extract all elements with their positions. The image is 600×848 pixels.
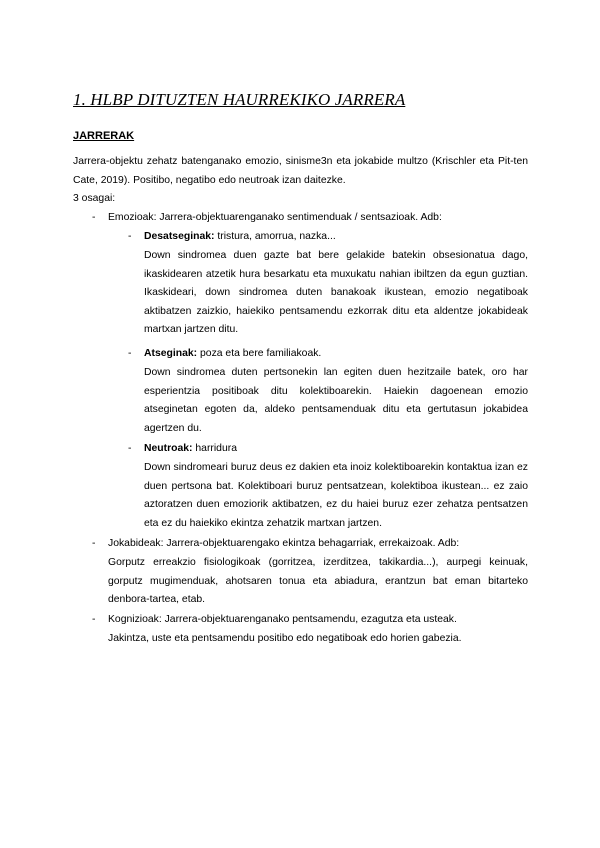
page-title: 1. HLBP DITUZTEN HAURREKIKO JARRERA — [73, 90, 406, 109]
unpleasant-description: Down sindromea duen gazte bat bere gelakide batekin obsesionatua dago, ikaskidearen atzetik hura besarkatu eta muxukatu nahian ibiltzen da egun guztian. Ikaskideari, down sindromea duten banakoak ikustean, emozio negatiboak aktibatzen zaizkio, haiekiko pentsamendu ezkorrak ditu eta aldentze jokabideak martxan jartzen ditu. — [144, 250, 528, 335]
bullet-dash: - — [128, 231, 132, 242]
emotions-item: Emozioak: Jarrera-objektuarenganako sentimenduak / sentsazioak. Adb: — [108, 212, 442, 223]
pleasant-emotions — [144, 345, 321, 364]
section-heading: JARRERAK — [73, 130, 135, 142]
intro-paragraph: Jarrera-objektu zehatz batenganako emozio, sinisme3n eta jokabide multzo (Krischler eta Pit-ten Cate, 2019). Positibo, negatibo edo neutroak izan daitezke. — [73, 156, 528, 186]
cognitions-item: Kognizioak: Jarrera-objektuarenganako pentsamendu, ezagutza eta usteak. — [108, 614, 457, 625]
bullet-dash: - — [128, 443, 132, 454]
bullet-dash: - — [92, 212, 96, 223]
behaviors-item: Jokabideak: Jarrera-objektuarengako ekintza behagarriak, errekaizoak. Adb: — [108, 538, 460, 549]
unpleasant-label: Desatseginak: — [144, 231, 215, 242]
pleasant-label: Atseginak: — [144, 348, 198, 359]
neutral-description: Down sindromeari buruz deus ez dakien eta inoiz kolektiboarekin kontaktua izan ez duen pertsona bat. Kolektiboari buruz pentsatzean, kolektiboa ikustean... ez zaio aztoratzen duen emoziorik aktibatzen, ez du haiei buruz ezer zehatza pentsatzen eta ez du haiekiko ekintza zehatzik martxan jartzen. — [144, 462, 528, 529]
pleasant-value: poza eta bere familiakoak. — [200, 348, 322, 359]
behaviors-detail: Gorputz erreakzio fisiologikoak (gorritzea, izerditzea, takikardia...), aurpegi keinuak, gorputz mugimenduak, ahotsaren tonua eta abiadura, erantzun bat eman bitarteko denbora-tartea, etab. — [108, 557, 528, 605]
neutral-emotions — [144, 440, 237, 459]
unpleasant-emotions — [144, 228, 336, 247]
bullet-dash: - — [128, 348, 132, 359]
bullet-dash: - — [92, 614, 96, 625]
neutral-label: Neutroak: — [144, 443, 193, 454]
neutral-value: harridura — [195, 443, 237, 454]
components-label: 3 osagai: — [73, 193, 116, 204]
unpleasant-value: tristura, amorrua, nazka... — [217, 231, 336, 242]
cognitions-detail: Jakintza, uste eta pentsamendu positibo edo negatiboak edo horien gabezia. — [108, 633, 462, 644]
bullet-dash: - — [92, 538, 96, 549]
pleasant-description: Down sindromea duten pertsonekin lan egiten duen hezitzaile batek, oro har esperientzia positiboak ditu kolektiboarekin. Haiekin dagoenean emozio atseginetan egoten da, aldeko pentsamenduak ditu eta gertutasun jokabidea agertzen du. — [144, 367, 528, 434]
